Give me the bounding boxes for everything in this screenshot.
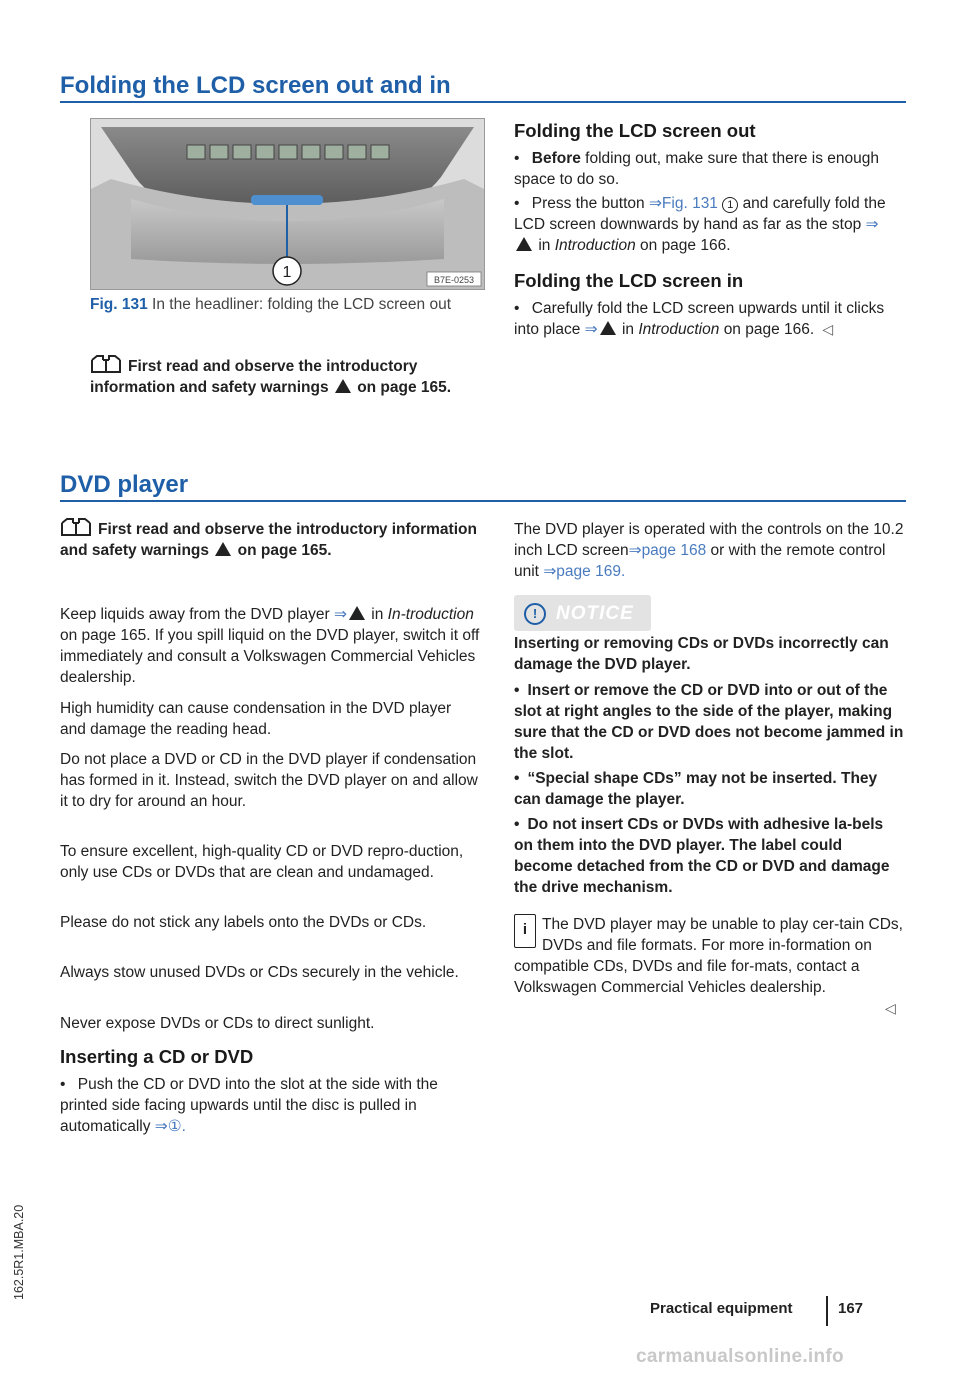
p1-b: on page 165. If you spill liquid on the DVD player, switch it off immediately and consult a Volkswagen Commercial Vehicles dealership. (60, 627, 480, 686)
intro2-text-a: First read and observe the introductory information and safety warnings (60, 521, 477, 559)
section-title-dvd: DVD player (60, 471, 189, 498)
paragraph-humidity: High humidity can cause condensation in the DVD player and damage the reading head. (60, 700, 452, 738)
p1-a: Keep liquids away from the DVD player (60, 606, 330, 623)
intro-text-b: on page 165. (357, 379, 452, 396)
fold-out-b2-b: and carefully fold the LCD screen downwards by hand as far as the stop (514, 195, 886, 233)
fold-in-b1-in: in (621, 321, 635, 338)
fold-in-bullet-1 (514, 298, 899, 340)
notice-bullet-3: • Do not insert CDs or DVDs with adhesive la-bels on them into the DVD player. The label could become detached from the CD or DVD and damage the drive mechanism. (514, 814, 904, 898)
notice-label: NOTICE (556, 603, 634, 624)
p1-in: in (371, 606, 384, 623)
notice-bullet-2: • “Special shape CDs” may not be inserted. They can damage the player. (514, 768, 904, 810)
paragraph-stow: Always stow unused DVDs or CDs securely in the vehicle. (60, 964, 459, 981)
notice-icon: ! (524, 603, 546, 625)
footer-section-title: Practical equipment (650, 1300, 793, 1317)
intro-notice-2 (60, 517, 480, 561)
notice-reference-link[interactable]: ⇒①. (154, 1118, 186, 1135)
figure-code: B7E-0253 (433, 275, 475, 285)
headliner-illustration (91, 119, 484, 289)
warning-triangle-icon (349, 606, 365, 620)
fold-out-b2-italic: Introduction (554, 237, 636, 254)
page-number: 167 (838, 1300, 864, 1317)
fold-in-b1-italic: Introduction (638, 321, 720, 338)
notice-heading: Inserting or removing CDs or DVDs incorrectly can damage the DVD player. (514, 635, 889, 673)
figure-callout-1: 1 (282, 264, 292, 281)
paragraph-sunlight: Never expose DVDs or CDs to direct sunlight. (60, 1015, 375, 1032)
warning-triangle-icon (516, 237, 532, 251)
heading-fold-in: Folding the LCD screen in (514, 270, 744, 291)
heading-inserting: Inserting a CD or DVD (60, 1046, 254, 1067)
watermark: carmanualsonline.info (636, 1346, 844, 1367)
page-169-link[interactable]: ⇒page 169. (543, 563, 626, 580)
fold-out-b2-a: Press the button (531, 195, 645, 212)
page-168-link[interactable]: ⇒page 168 (628, 542, 707, 559)
book-icon (60, 517, 92, 537)
heading-fold-out: Folding the LCD screen out (514, 120, 756, 141)
info-icon: i (514, 914, 536, 948)
intro-notice-1 (90, 354, 485, 398)
callout-circle-1: 1 (722, 197, 738, 213)
p1-italic: In-troduction (387, 606, 474, 623)
paragraph-labels: Please do not stick any labels onto the DVDs or CDs. (60, 914, 427, 931)
info-note (514, 914, 904, 998)
figure-lcd-headliner (90, 118, 485, 290)
intro-text-a: First read and observe the introductory information and safety warnings (90, 358, 418, 396)
section-title-lcd: Folding the LCD screen out and in (60, 72, 451, 99)
warning-reference-link[interactable]: ⇒ (584, 321, 598, 338)
end-triangle-icon: ◁ (818, 321, 834, 337)
insert-bullet-1 (60, 1074, 470, 1137)
paragraph-quality: To ensure excellent, high-quality CD or DVD repro-duction, only use CDs or DVDs that are clean and undamaged. (60, 843, 464, 881)
fold-in-b1-end: on page 166. (723, 321, 815, 338)
fold-out-b1-rest: folding out, make sure that there is enough space to do so. (514, 150, 879, 188)
warning-triangle-icon (215, 542, 231, 556)
paragraph-condensation: Do not place a DVD or CD in the DVD player if condensation has formed in it. Instead, switch the DVD player on and allow it to dry for around an hour. (60, 751, 478, 810)
footer-divider (826, 1296, 828, 1326)
rp1-a: The DVD player is operated with the controls on the 10.2 inch LCD screen (514, 521, 904, 559)
fold-out-b2-in: in (538, 237, 551, 254)
info-text: The DVD player may be unable to play cer-tain CDs, DVDs and file formats. For more in-formation on compatible CDs, DVDs and file for-mats, contact a Volkswagen Commercial Vehicles dealership. (514, 916, 903, 996)
fig-reference-link[interactable]: ⇒Fig. 131 (648, 195, 718, 212)
notice-badge (514, 595, 651, 631)
insert-b1: Push the CD or DVD into the slot at the side with the printed side facing upwards until the disc is pulled in automatically (60, 1076, 438, 1135)
fold-out-b2-end: on page 166. (640, 237, 731, 254)
fold-in-b1-a: Carefully fold the LCD screen upwards until it clicks into place (514, 300, 885, 338)
warning-triangle-icon (600, 321, 616, 335)
document-code: 162.5R1.MBA.20 (12, 1204, 26, 1300)
fold-out-b1-bold: Before (531, 150, 581, 167)
figure-caption (90, 294, 485, 315)
fold-out-bullet-1 (514, 148, 894, 190)
rp1-b: or with the remote control unit (514, 542, 886, 580)
warning-reference-link[interactable]: ⇒ (865, 216, 879, 233)
book-icon (90, 354, 122, 374)
section-rule (60, 500, 906, 502)
fold-out-bullet-2 (514, 193, 894, 256)
paragraph-controls (514, 519, 904, 582)
caption-label: Fig. 131 (90, 296, 148, 313)
paragraph-liquids (60, 604, 480, 688)
notice-bullet-1: • Insert or remove the CD or DVD into or out of the slot at right angles to the side of the player, making sure that the CD or DVD does not become jammed in the slot. (514, 680, 904, 764)
intro2-text-b: on page 165. (237, 542, 332, 559)
warning-reference-link[interactable]: ⇒ (333, 606, 347, 623)
caption-text: In the headliner: folding the LCD screen out (152, 296, 452, 313)
warning-triangle-icon (335, 379, 351, 393)
end-triangle-icon: ◁ (885, 1000, 896, 1016)
section-rule (60, 101, 906, 103)
